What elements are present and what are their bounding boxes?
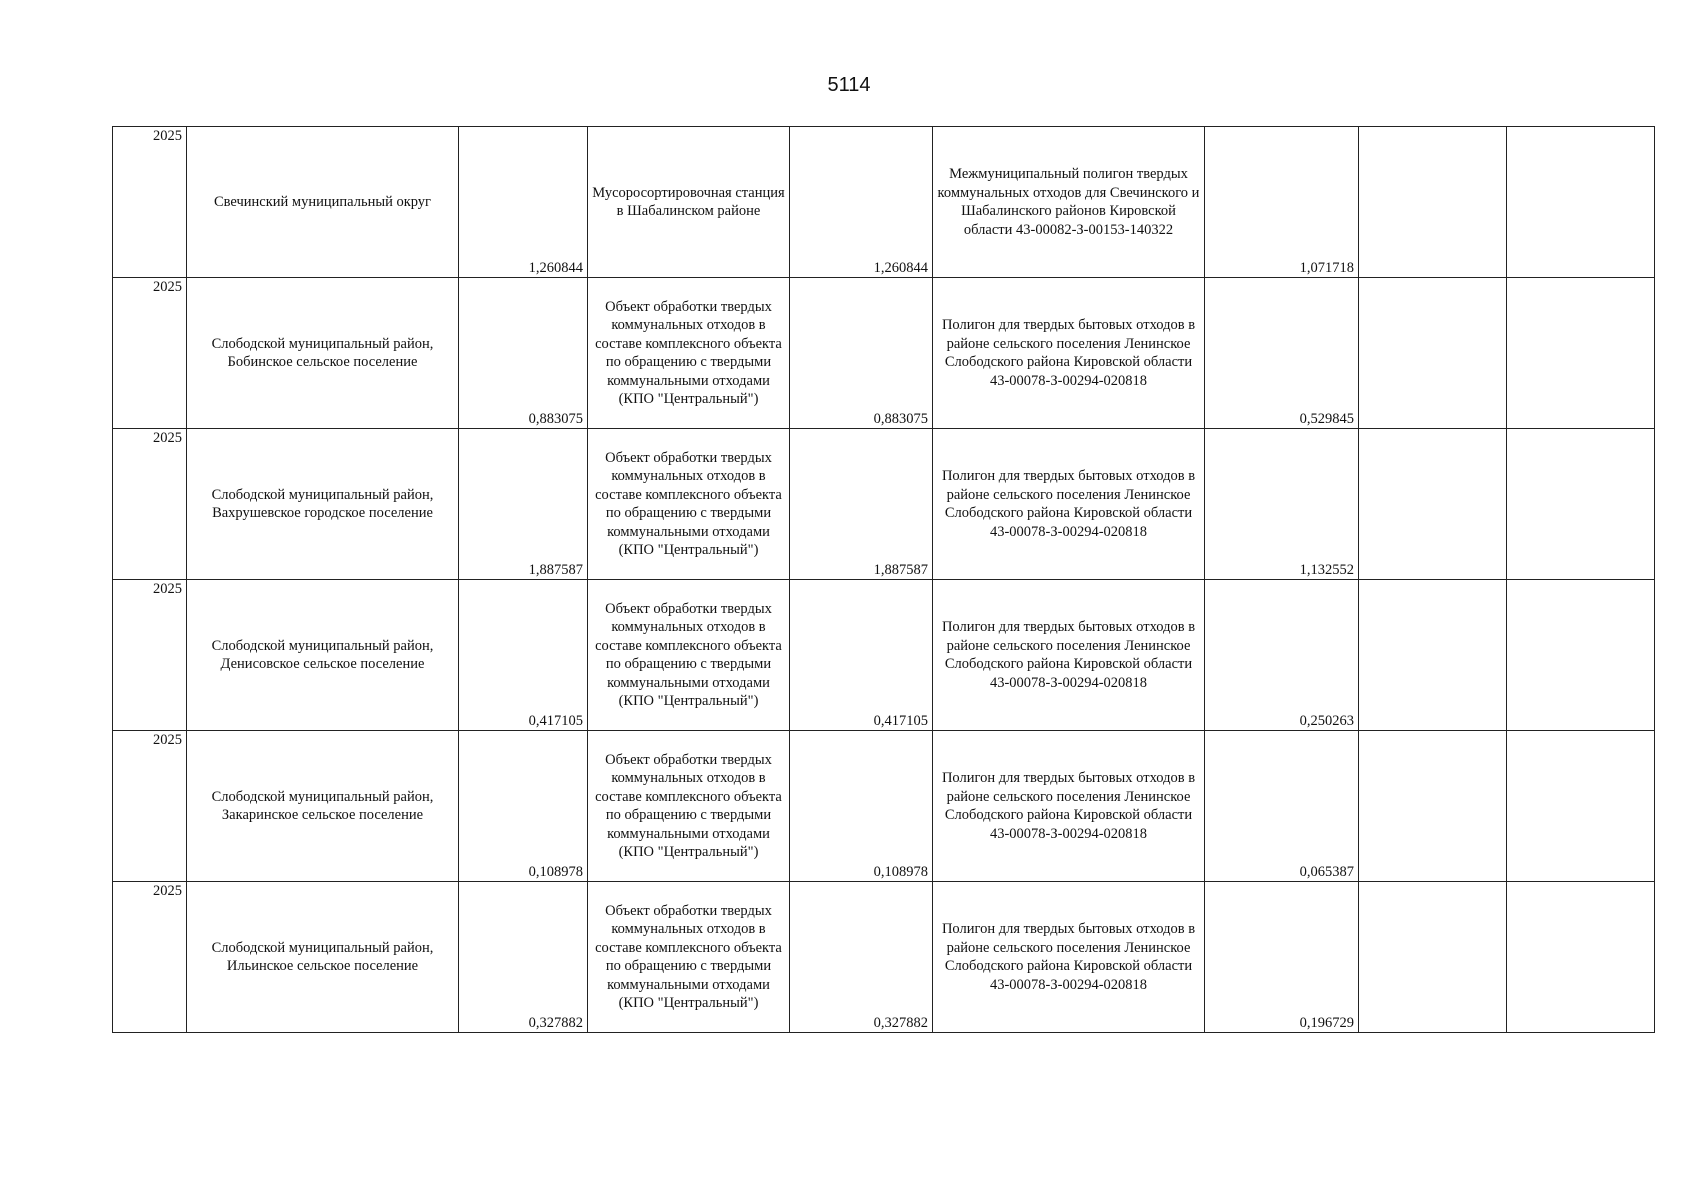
processing-object-cell: Объект обработки твердых коммунальных отходов в составе комплексного объекта по обращению с твердыми коммунальными отходами (КПО "Центральный"): [588, 731, 790, 882]
processing-object-cell: Объект обработки твердых коммунальных отходов в составе комплексного объекта по обращению с твердыми коммунальными отходами (КПО "Центральный"): [588, 580, 790, 731]
table-row: [113, 731, 1655, 882]
disposal-object-cell: Полигон для твердых бытовых отходов в районе сельского поселения Ленинское Слободского района Кировской области 43-00078-З-00294-020818: [933, 580, 1205, 731]
processing-object-cell: Объект обработки твердых коммунальных отходов в составе комплексного объекта по обращению с твердыми коммунальными отходами (КПО "Центральный"): [588, 278, 790, 429]
table-body: [113, 127, 1655, 1033]
mass-generated-cell: 0,327882: [459, 882, 588, 1033]
empty-cell: [1507, 429, 1655, 580]
municipality-cell: Слободской муниципальный район, Бобинское сельское поселение: [187, 278, 459, 429]
mass-disposed-cell: 0,250263: [1205, 580, 1359, 731]
table-row: [113, 429, 1655, 580]
mass-disposed-cell: 0,065387: [1205, 731, 1359, 882]
empty-cell: [1359, 429, 1507, 580]
mass-processed-cell: 0,883075: [790, 278, 933, 429]
empty-cell: [1359, 278, 1507, 429]
empty-cell: [1507, 731, 1655, 882]
year-cell: 2025: [113, 429, 187, 580]
empty-cell: [1359, 580, 1507, 731]
year-cell: 2025: [113, 278, 187, 429]
empty-cell: [1507, 127, 1655, 278]
disposal-object-cell: Полигон для твердых бытовых отходов в районе сельского поселения Ленинское Слободского района Кировской области 43-00078-З-00294-020818: [933, 731, 1205, 882]
mass-generated-cell: 0,108978: [459, 731, 588, 882]
page-number: 5114: [827, 74, 871, 96]
year-cell: 2025: [113, 127, 187, 278]
mass-disposed-cell: 0,529845: [1205, 278, 1359, 429]
processing-object-cell: Объект обработки твердых коммунальных отходов в составе комплексного объекта по обращению с твердыми коммунальными отходами (КПО "Центральный"): [588, 429, 790, 580]
year-cell: 2025: [113, 731, 187, 882]
processing-object-cell: Мусоросортировочная станция в Шабалинском районе: [588, 127, 790, 278]
municipality-cell: Слободской муниципальный район, Денисовское сельское поселение: [187, 580, 459, 731]
year-cell: 2025: [113, 580, 187, 731]
municipality-cell: Слободской муниципальный район, Закаринское сельское поселение: [187, 731, 459, 882]
mass-disposed-cell: 0,196729: [1205, 882, 1359, 1033]
mass-disposed-cell: 1,071718: [1205, 127, 1359, 278]
municipality-cell: Слободской муниципальный район, Ильинское сельское поселение: [187, 882, 459, 1033]
table-row: [113, 882, 1655, 1033]
empty-cell: [1507, 580, 1655, 731]
year-cell: 2025: [113, 882, 187, 1033]
mass-generated-cell: 0,883075: [459, 278, 588, 429]
mass-processed-cell: 0,417105: [790, 580, 933, 731]
disposal-object-cell: Межмуниципальный полигон твердых коммунальных отходов для Свечинского и Шабалинского районов Кировской области 43-00082-З-00153-140322: [933, 127, 1205, 278]
mass-disposed-cell: 1,132552: [1205, 429, 1359, 580]
empty-cell: [1359, 731, 1507, 882]
empty-cell: [1507, 278, 1655, 429]
table-row: [113, 580, 1655, 731]
processing-object-cell: Объект обработки твердых коммунальных отходов в составе комплексного объекта по обращению с твердыми коммунальными отходами (КПО "Центральный"): [588, 882, 790, 1033]
municipality-cell: Свечинский муниципальный округ: [187, 127, 459, 278]
empty-cell: [1359, 882, 1507, 1033]
mass-generated-cell: 0,417105: [459, 580, 588, 731]
table-row: [113, 278, 1655, 429]
disposal-object-cell: Полигон для твердых бытовых отходов в районе сельского поселения Ленинское Слободского района Кировской области 43-00078-З-00294-020818: [933, 882, 1205, 1033]
mass-generated-cell: 1,887587: [459, 429, 588, 580]
waste-flow-table: [112, 126, 1655, 1033]
mass-generated-cell: 1,260844: [459, 127, 588, 278]
table-row: [113, 127, 1655, 278]
mass-processed-cell: 0,108978: [790, 731, 933, 882]
disposal-object-cell: Полигон для твердых бытовых отходов в районе сельского поселения Ленинское Слободского района Кировской области 43-00078-З-00294-020818: [933, 278, 1205, 429]
disposal-object-cell: Полигон для твердых бытовых отходов в районе сельского поселения Ленинское Слободского района Кировской области 43-00078-З-00294-020818: [933, 429, 1205, 580]
mass-processed-cell: 0,327882: [790, 882, 933, 1033]
mass-processed-cell: 1,887587: [790, 429, 933, 580]
empty-cell: [1359, 127, 1507, 278]
empty-cell: [1507, 882, 1655, 1033]
mass-processed-cell: 1,260844: [790, 127, 933, 278]
municipality-cell: Слободской муниципальный район, Вахрушевское городское поселение: [187, 429, 459, 580]
